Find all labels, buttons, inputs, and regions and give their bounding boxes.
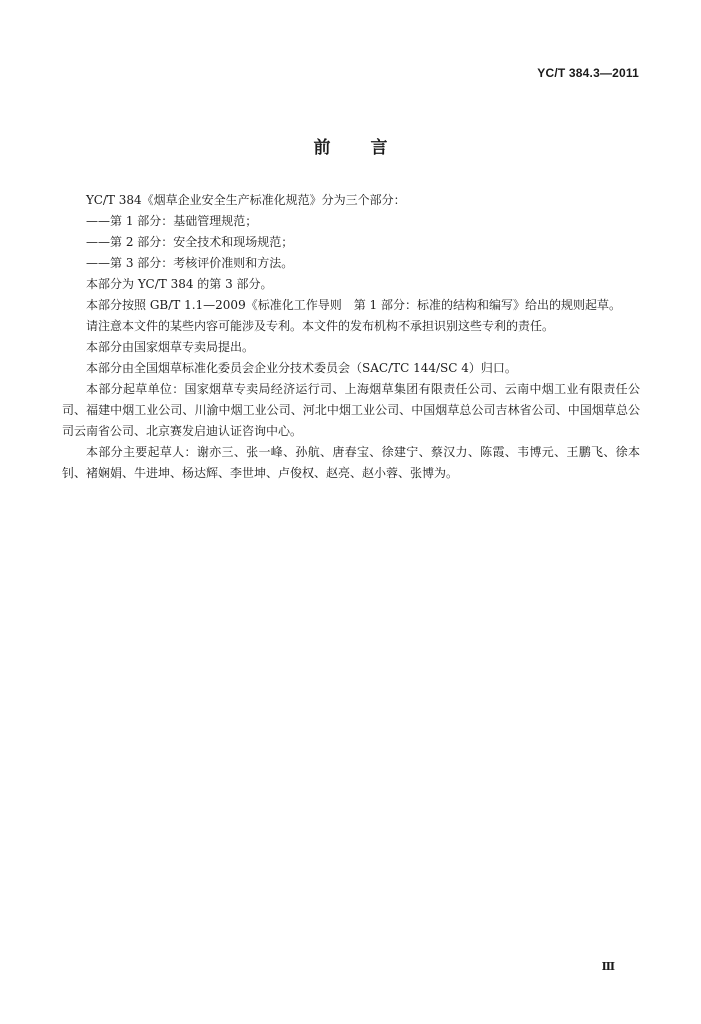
list-item-part-3: ——第 3 部分：考核评价准则和方法。 — [86, 256, 294, 270]
document-code: YC/T 384.3—2011 — [537, 66, 639, 80]
page-number: Ⅲ — [601, 960, 615, 973]
paragraph-scope: 本部分为 YC/T 384 的第 3 部分。 — [86, 277, 273, 291]
paragraph-intro: YC/T 384《烟草企业安全生产标准化规范》分为三个部分： — [86, 193, 406, 207]
title-char-2: 言 — [370, 138, 388, 158]
foreword-body — [62, 190, 640, 484]
page-title — [0, 133, 701, 158]
paragraph-drafting-units: 本部分起草单位：国家烟草专卖局经济运行司、上海烟草集团有限责任公司、云南中烟工业有限责任公司、福建中烟工业公司、川渝中烟工业公司、河北中烟工业公司、中国烟草总公司吉林省公司、中国烟草总公司云南省公司、北京赛发启迪认证咨询中心。 — [62, 382, 640, 438]
title-char-1: 前 — [313, 138, 331, 158]
paragraph-proposer: 本部分由国家烟草专卖局提出。 — [86, 340, 255, 354]
paragraph-drafters: 本部分主要起草人：谢亦三、张一峰、孙航、唐春宝、徐建宁、蔡汉力、陈霞、韦博元、王鹏飞、徐本钊、褚娴娟、牛进坤、杨达辉、李世坤、卢俊权、赵亮、赵小蓉、张博为。 — [62, 445, 640, 480]
paragraph-centralized-by: 本部分由全国烟草标准化委员会企业分技术委员会（SAC/TC 144/SC 4）归口。 — [86, 361, 517, 375]
list-item-part-1: ——第 1 部分：基础管理规范； — [86, 214, 258, 228]
paragraph-patent-notice: 请注意本文件的某些内容可能涉及专利。本文件的发布机构不承担识别这些专利的责任。 — [86, 319, 555, 333]
list-item-part-2: ——第 2 部分：安全技术和现场规范； — [86, 235, 294, 249]
paragraph-drafting-rules: 本部分按照 GB/T 1.1—2009《标准化工作导则 第 1 部分：标准的结构和编写》给出的规则起草。 — [86, 298, 621, 312]
